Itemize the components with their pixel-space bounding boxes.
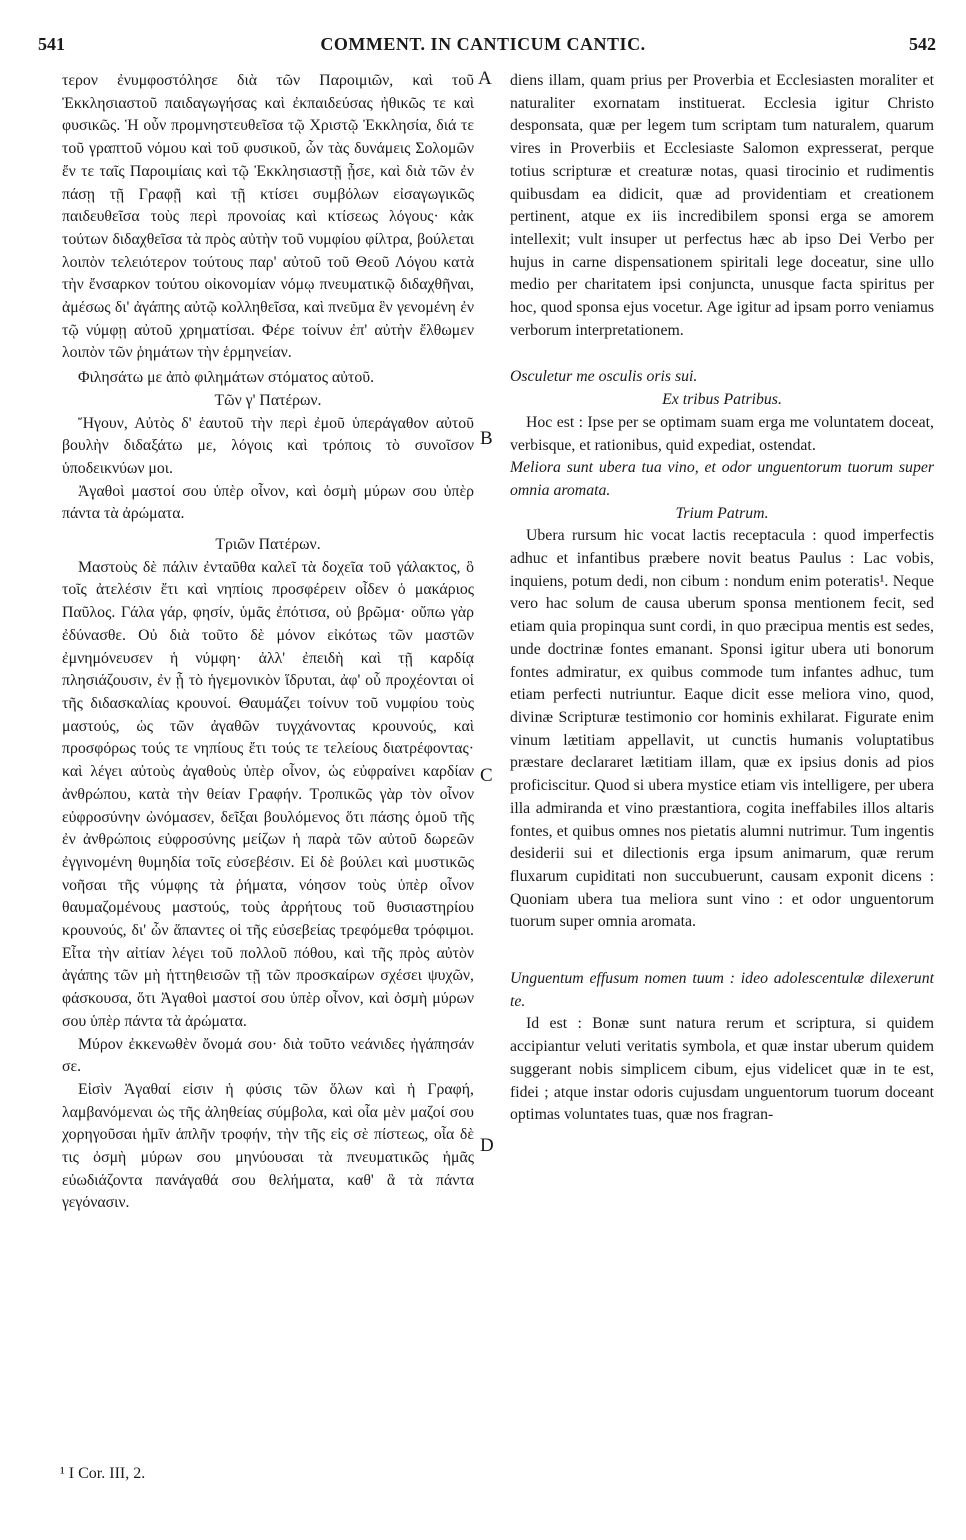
greek-heading: Τῶν γ' Πατέρων. <box>214 391 322 409</box>
page-header <box>30 34 936 58</box>
footnote: ¹ I Cor. III, 2. <box>60 1465 146 1482</box>
latin-heading: Ex tribus Patribus. <box>662 391 782 409</box>
page-number-left: 541 <box>38 34 65 54</box>
latin-paragraph: diens illam, quam prius per Proverbia et Ecclesiasten moraliter et naturaliter exornatam instituerat. Ecclesia igitur Christo desponsata, quæ per legem tum scriptam tum naturalem, quarum vires in Proverbiis et Ecclesiaste Salomon expresserat, perque totius scripturæ et creaturæ notas, quasi tirocinio et rudimentis quibusdam ea didicit, quæ ad providentiam et creationem pertinent, atque ex iis incredibilem sponsi erga se amorem intellexit; vult insuper ut perfectus hæc ab ipso Dei Verbo per hujus in carne dispensationem spiritali lege doceatur, sine ullo medio per charitatem ipsi conjuncta, unusque facta spiritus per hoc, quod sponsa ejus vocetur. Age igitur ad ipsam porro veniamus verborum interpretationem. <box>510 72 934 339</box>
latin-heading: Trium Patrum. <box>675 504 769 522</box>
section-marker-b: B <box>480 428 493 449</box>
page-number-right: 542 <box>909 34 936 54</box>
latin-paragraph: Hoc est : Ipse per se optimam suam erga me voluntatem doceat, verbisque, et rationibus, quid expediat, ostendat. <box>510 413 934 454</box>
latin-lemma: Meliora sunt ubera tua vino, et odor unguentorum tuorum super omnia aromata. <box>510 459 934 499</box>
greek-column <box>62 70 474 1215</box>
greek-lemma: Φιλησάτω με ἀπὸ φιλημάτων στόματος αὐτοῦ. <box>78 369 375 387</box>
greek-lemma: Ἀγαθοὶ μαστοί σου ὑπὲρ οἶνον, καὶ ὀσμὴ μύρων σου ὑπὲρ πάντα τὰ ἀρώματα. <box>62 482 474 523</box>
greek-lemma: Μύρον ἐκκενωθὲν ὄνομά σου· διὰ τοῦτο νεάνιδες ἠγάπησάν σε. <box>62 1035 474 1076</box>
section-marker-a: A <box>478 68 492 89</box>
greek-paragraph: Εἰσὶν Ἀγαθαί εἰσιν ἡ φύσις τῶν ὅλων καὶ ἡ Γραφή, λαμβανόμεναι ὡς τῆς ἀληθείας σύμβολα, καὶ οἷα μὲν μαζοί σου χορηγοῦσαι ἡμῖν ἁπλῆν τροφήν, τὴν τῆς εἰς σὲ πίστεως, οἷα δὲ τις ὀσμὴ μύρων σου μηνύουσαι τὰ πνευματικῶς ἡμᾶς εὐωδιάζοντα πανάγαθά σου θελήματα, καθ' ἃ τὰ πάντα γεγόνασιν. <box>62 1080 474 1212</box>
greek-paragraph: Ἤγουν, Αὐτὸς δ' ἑαυτοῦ τὴν περὶ ἐμοῦ ὑπεράγαθον αὐτοῦ βουλὴν διδαξάτω με, λόγοις καὶ τρόποις τὸ συνοῖσον ὑποδεικνύων μοι. <box>62 414 474 477</box>
running-title: COMMENT. IN CANTICUM CANTIC. <box>320 34 646 54</box>
latin-lemma: Unguentum effusum nomen tuum : ideo adolescentulæ dilexerunt te. <box>510 970 934 1010</box>
latin-lemma: Osculetur me osculis oris sui. <box>510 368 698 386</box>
latin-paragraph: Id est : Bonæ sunt natura rerum et scriptura, si quidem accipiantur veluti veritatis symbola, et quæ instar uberum quidem suggerant nobis simplicem cibum, ejus videlicet quæ in te est, fidei ; atque instar odoris cujusdam unguentorum tuorum doceant optimas voluntates tuas, quæ nos fragran- <box>510 1015 934 1124</box>
section-marker-c: C <box>480 765 493 786</box>
greek-heading: Τριῶν Πατέρων. <box>215 536 321 554</box>
greek-paragraph: τερον ἐνυμφοστόλησε διὰ τῶν Παροιμιῶν, καὶ τοῦ Ἐκκλησιαστοῦ παιδαγωγήσας καὶ ἐκπαιδεύσας ἠθικῶς τε καὶ φυσικῶς. Ἡ οὖν προμνηστευθεῖσα τῷ Χριστῷ Ἐκκλησία, διά τε τοῦ γραπτοῦ νόμου καὶ τοῦ φυσικοῦ, ὧν τὰς δυνάμεις Σολομῶν ἔν τε ταῖς Παροιμίαις καὶ τῷ Ἐκκλησιαστῇ ᾖσε, καὶ διὰ τῶν ἐν πάσῃ τῇ Γραφῇ καὶ τῇ κτίσει συμβόλων εἰσαγωγικῶς παιδευθεῖσα τοὺς περὶ προνοίας καὶ κτίσεως λόγους· κἀκ τούτων διδαχθεῖσα τὰ πρὸς αὐτὴν τοῦ νυμφίου φίλτρα, βούλεται λοιπὸν τελειότερον τούτους παρ' αὐτοῦ τοῦ Θεοῦ Λόγου κατὰ τὴν ἔνσαρκον τούτου οἰκονομίαν νόμῳ πνευματικῷ διδαχθῆναι, ἀμέσως δι' ἀγάπης αὐτῷ κολληθεῖσα, καὶ πνεῦμα ἓν γενομένη ἐν τῷ νύμφῃ αὐτοῦ χρηματίσαι. Φέρε τοίνυν ἐπ' αὐτὴν ἔλθωμεν λοιπὸν τῶν ῥημάτων τὴν ἑρμηνείαν. <box>62 72 474 362</box>
section-marker-d: D <box>480 1135 494 1156</box>
latin-column <box>510 70 934 1127</box>
greek-paragraph: Μαστοὺς δὲ πάλιν ἐνταῦθα καλεῖ τὰ δοχεῖα τοῦ γάλακτος, ὃ τοῖς ἀτελέσιν ἔτι καὶ νηπίοις προσφέρειν οἶδεν ὁ μακάριος Παῦλος. Γάλα γάρ, φησίν, ὑμᾶς ἐπότισα, οὐ βρῶμα· οὔπω γὰρ ἐδύνασθε. Οὐ διὰ τοῦτο δὲ μόνον εἰκότως τῶν μαστῶν ἐμνημόνευσεν ἡ νύμφη· ἀλλ' ἐπειδὴ καὶ τῇ καρδίᾳ πλησιάζουσιν, ἐν ᾗ τὸ ἡγεμονικὸν ἵδρυται, ἀφ' οὗ προχέονται οἱ τῆς διδασκαλίας κρουνοί. Θαυμάζει τοίνυν τοῦ νυμφίου τοὺς μαστούς, ὡς τῶν ἀγαθῶν τυγχάνοντας κρουνούς, καὶ προσφόρως τούς τε νηπίους ἔτι τούς τε τελείους διατρέφοντας· καὶ λέγει αὐτοὺς ἀγαθοὺς ὑπὲρ οἶνον, ὡς εὐφραίνει καρδίαν ἀνθρώπου, κατὰ τὴν θείαν Γραφήν. Τροπικῶς γὰρ τὸν οἶνον εὐφροσύνην ὠνόμασεν, δεῖξαι βουλόμενος ὅτι πάσης ὁμοῦ τῆς ἐν ἀνθρώποις εὐφροσύνης μείζων ἡ παρὰ τῶν αὐτοῦ δωρεῶν ἐγγινομένη θυμηδία τοῖς εὐσεβέσιν. Εἰ δὲ βούλει καὶ μυστικῶς νοῆσαι τῆς νύμφης τὰ ῥήματα, νόησον τοὺς ὑπὲρ οἶνον θαυμαζομένους μαστούς, τοὺς ἀρρήτους τοῦ θυσιαστηρίου κρουνούς, δι' ὧν ἅπαντες οἱ τῆς εὐσεβείας τρεφόμεθα τρόφιμοι. Εἶτα τὴν αἰτίαν λέγει τοῦ πολλοῦ πόθου, καὶ τῆς πρὸς αὐτὸν ἀγάπης τῶν μὴ ἡττηθεισῶν τῇ τῶν προσκαίρων σχέσει ψυχῶν, φάσκουσα, ὅτι Ἀγαθοὶ μαστοί σου ὑπὲρ οἶνον, καὶ ὀσμὴ μύρων σου ὑπὲρ πάντα τὰ ἀρώματα. <box>62 558 474 1030</box>
latin-paragraph: Ubera rursum hic vocat lactis receptacula : quod imperfectis adhuc et infantibus præbere novit beatus Paulus : Lac vobis, inquiens, potum dedi, non cibum : nondum enim poteratis¹. Neque vero hac solum de causa uberum sponsa mentionem fecit, sed etiam quia propinqua sunt cordi, in quo præcipua mentis est sedes, unde doctrinæ fontes emanant. Sponsi igitur ubera uti bonorum fontes admiratur, ex quibus commode tum infantes adhuc, tum etiam perfecti nutriuntur. Eaque dicit esse meliora vino, quod, divinæ Scripturæ testimonio cor hominis exhilarat. Figurate enim vinum lætitiam appellavit, ut cunctis humanis voluptatibus præstare declararet lætitiam illam, quæ ex ipsius donis ad pios proficiscitur. Quod si ubera mystice etiam vis intelligere, per ubera illa admiranda et vino præstantiora, cogita ineffabiles illos altaris fontes, et quibus omnes nos pietatis alumni nutrimur. Tum ingentis desiderii sui et dilectionis erga ipsum animarum, quæ rerum fluxarum cupiditati non succubuerunt, causam exponit dicens : Quoniam ubera tua meliora sunt vino : et odor unguentorum tuorum super omnia aromata. <box>510 527 934 931</box>
